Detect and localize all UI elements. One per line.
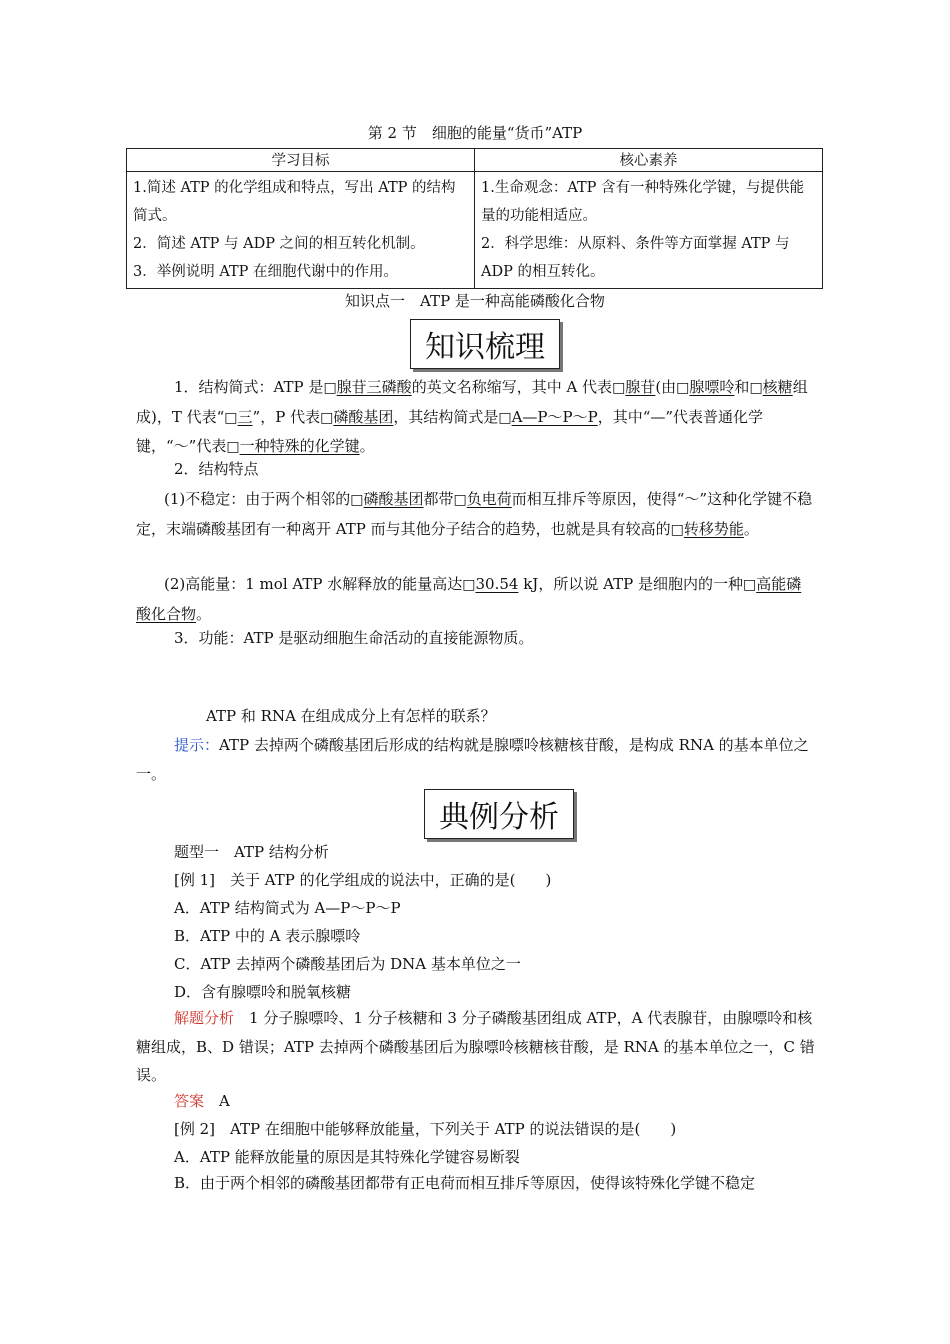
example2-option-b: B．由于两个相邻的磷酸基团都带有正电荷而相互排斥等原因，使得该特殊化学键不稳定 (174, 1174, 756, 1192)
example2-stem: [例 2] ATP 在细胞中能够释放能量，下列关于 ATP 的说法错误的是( ) (174, 1120, 677, 1138)
objectives-table (126, 148, 823, 289)
paragraph-unstable: (1)不稳定：由于两个相邻的□磷酸基团都带□负电荷而相互排斥等原因，使得“～”这种化学键不稳定，末端磷酸基团有一种离开 ATP 而与其他分子结合的趋势，也就是具有较高的□转移势能。 (136, 490, 813, 538)
paragraph-high-energy: (2)高能量：1 mol ATP 水解释放的能量高达□30.54 kJ，所以说 ATP 是细胞内的一种□高能磷酸化合物。 (136, 575, 802, 623)
section-box-examples: 典例分析 (424, 789, 574, 839)
example1-option-a: A．ATP 结构简式为 A—P～P～P (174, 899, 401, 917)
table-header-goals: 学习目标 (127, 149, 475, 172)
goal-item: 1.简述 ATP 的化学组成和特点，写出 ATP 的结构简式。 (133, 180, 456, 224)
table-header-literacy: 核心素养 (475, 149, 823, 172)
example1-stem: [例 1] 关于 ATP 的化学组成的说法中，正确的是( ) (174, 871, 552, 889)
example1-answer: 答案 A (174, 1092, 230, 1110)
literacy-item: 1.生命观念：ATP 含有一种特殊化学键，与提供能量的功能相适应。 (481, 180, 805, 224)
example1-option-b: B．ATP 中的 A 表示腺嘌呤 (174, 927, 361, 945)
analysis-label: 解题分析 (174, 1009, 235, 1027)
structure-features-heading: 2．结构特点 (174, 460, 259, 478)
hint-paragraph: 提示：ATP 去掉两个磷酸基团后形成的结构就是腺嘌呤核糖核苷酸，是构成 RNA 的基本单位之一。 (136, 736, 809, 783)
example1-option-d: D．含有腺嘌呤和脱氧核糖 (174, 983, 352, 1001)
knowledge-point-heading: 知识点一 ATP 是一种高能磷酸化合物 (345, 292, 605, 310)
think-question: ATP 和 RNA 在组成成分上有怎样的联系？ (206, 707, 496, 725)
paragraph-structure-formula: 1．结构简式：ATP 是□腺苷三磷酸的英文名称缩写，其中 A 代表□腺苷(由□腺嘌呤和□核糖组成)，T 代表“□三”，P 代表□磷酸基团，其结构简式是□A—P～P～P，其中“—”代表普通化学键，“～”代表□一种特殊的化学键。 (136, 378, 808, 455)
example1-option-c: C．ATP 去掉两个磷酸基团后为 DNA 基本单位之一 (174, 955, 521, 973)
page-title: 第 2 节 细胞的能量“货币”ATP (367, 124, 583, 142)
example1-analysis: 解题分析 1 分子腺嘌呤、1 分子核糖和 3 分子磷酸基团组成 ATP，A 代表腺苷，由腺嘌呤和核糖组成，B、D 错误；ATP 去掉两个磷酸基团后为腺嘌呤核糖核苷酸，是 RNA 的基本单位之一，C 错误。 (136, 1009, 815, 1084)
goal-item: 3．举例说明 ATP 在细胞代谢中的作用。 (133, 264, 399, 280)
answer-label: 答案 (174, 1092, 205, 1110)
hint-label: 提示： (174, 736, 220, 754)
function-text: 3．功能：ATP 是驱动细胞生命活动的直接能源物质。 (174, 629, 534, 647)
goals-cell (127, 172, 475, 289)
section-box-knowledge: 知识梳理 (410, 319, 560, 369)
literacy-cell (475, 172, 823, 289)
question-type-heading: 题型一 ATP 结构分析 (174, 843, 329, 861)
literacy-item: 2．科学思维：从原料、条件等方面掌握 ATP 与 ADP 的相互转化。 (481, 236, 790, 280)
goal-item: 2．简述 ATP 与 ADP 之间的相互转化机制。 (133, 236, 425, 252)
example2-option-a: A．ATP 能释放能量的原因是其特殊化学键容易断裂 (174, 1148, 520, 1166)
